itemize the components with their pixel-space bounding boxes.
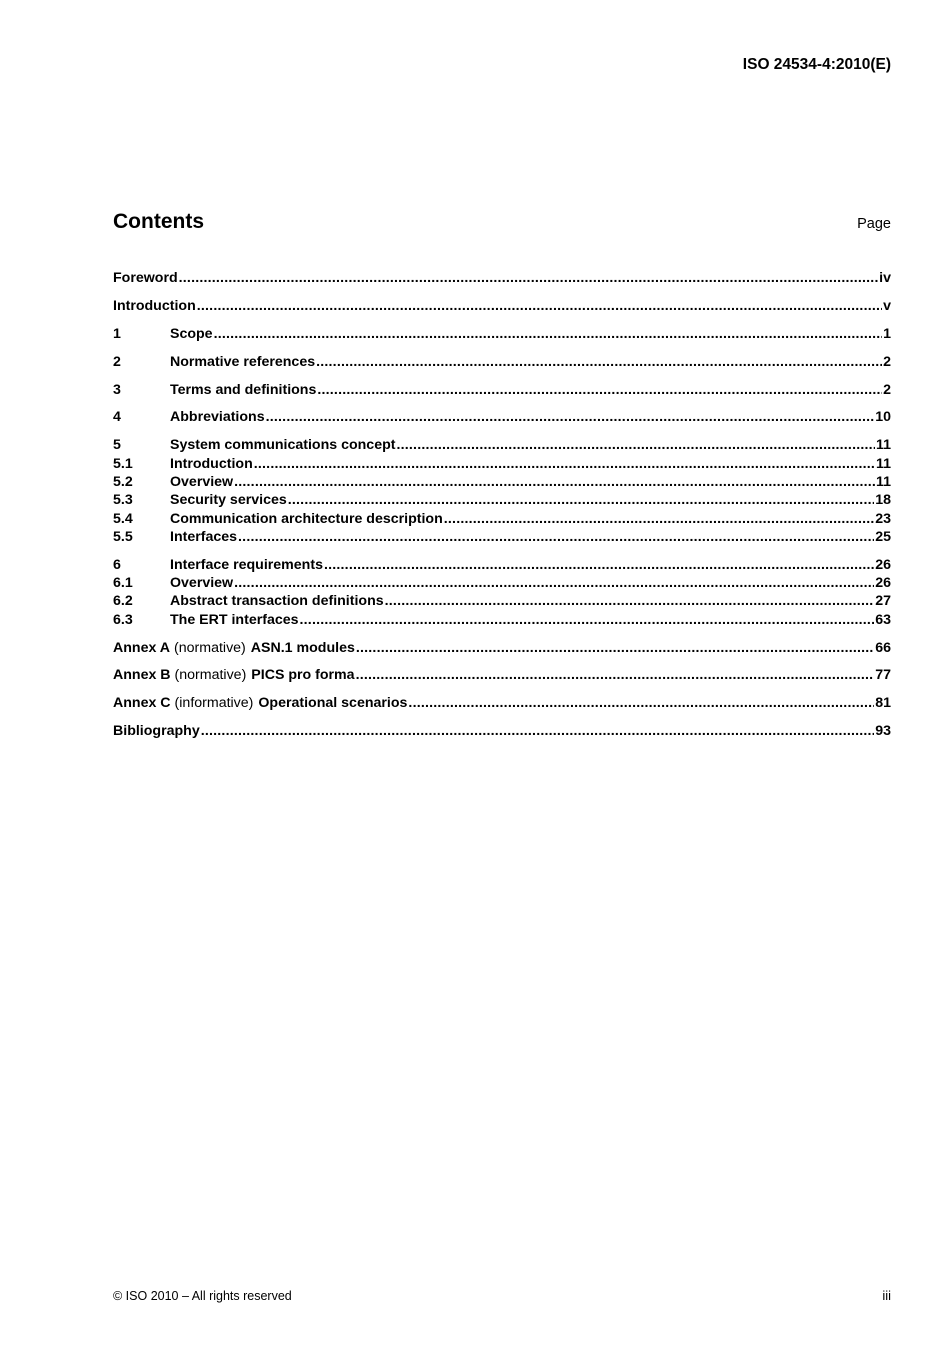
toc-page: 11 <box>876 455 891 472</box>
annex-title: PICS pro forma <box>251 667 355 684</box>
toc-leader <box>254 455 875 473</box>
toc-title: Interfaces <box>170 528 238 545</box>
toc-title: Security services <box>170 492 287 509</box>
annex-title: Operational scenarios <box>258 695 408 712</box>
toc-title: Overview <box>170 473 234 490</box>
toc-leader <box>300 611 875 629</box>
toc-leader <box>356 666 875 684</box>
toc-page: 1 <box>883 325 891 342</box>
table-of-contents <box>113 269 891 740</box>
toc-entry-introduction[interactable] <box>113 297 891 315</box>
toc-page: 77 <box>875 667 891 684</box>
toc-title <box>113 694 407 712</box>
toc-page: 11 <box>876 437 891 454</box>
contents-heading: Contents <box>113 210 204 233</box>
toc-number: 5 <box>113 437 121 454</box>
toc-entry-6-1[interactable] <box>113 574 891 592</box>
footer-copyright: © ISO 2010 – All rights reserved <box>113 1289 292 1303</box>
toc-leader <box>201 722 875 740</box>
toc-page: 25 <box>875 528 891 545</box>
annex-type: (normative) <box>174 667 247 684</box>
annex-title: ASN.1 modules <box>250 639 355 656</box>
toc-title: Overview <box>170 575 234 592</box>
toc-number: 1 <box>113 325 121 342</box>
toc-page: 11 <box>876 473 891 490</box>
toc-title: System communications concept <box>170 437 396 454</box>
toc-leader <box>408 694 874 712</box>
toc-entry-foreword[interactable] <box>113 269 891 287</box>
annex-label: Annex B <box>113 667 171 684</box>
toc-leader <box>316 353 882 371</box>
toc-entry-4[interactable] <box>113 408 891 426</box>
toc-title: Communication architecture description <box>170 510 443 527</box>
toc-entry-bibliography[interactable] <box>113 722 891 740</box>
toc-leader <box>317 381 882 399</box>
toc-number: 6.3 <box>113 611 133 628</box>
toc-entry-5-3[interactable] <box>113 491 891 509</box>
toc-leader <box>288 491 874 509</box>
toc-title: Introduction <box>170 455 253 472</box>
toc-entry-6-2[interactable] <box>113 592 891 610</box>
toc-page: 66 <box>875 639 891 656</box>
toc-number: 5.1 <box>113 455 133 472</box>
toc-number: 6.2 <box>113 593 133 610</box>
toc-leader <box>234 473 875 491</box>
toc-leader <box>385 592 875 610</box>
toc-title: The ERT interfaces <box>170 611 299 628</box>
toc-leader <box>234 574 874 592</box>
toc-leader <box>179 269 879 287</box>
annex-type: (informative) <box>174 695 254 712</box>
toc-leader <box>214 325 883 343</box>
toc-leader <box>356 639 874 657</box>
toc-page: 63 <box>875 611 891 628</box>
toc-page: 93 <box>875 723 891 740</box>
toc-title: Abstract transaction definitions <box>170 593 384 610</box>
toc-number: 5.2 <box>113 473 133 490</box>
annex-label: Annex C <box>113 695 171 712</box>
toc-title: Bibliography <box>113 723 200 740</box>
toc-number: 5.5 <box>113 528 133 545</box>
toc-page: 18 <box>875 492 891 509</box>
toc-title: Abbreviations <box>170 409 265 426</box>
toc-number: 6 <box>113 556 121 573</box>
toc-number: 2 <box>113 353 121 370</box>
toc-leader <box>396 436 875 454</box>
toc-title: Terms and definitions <box>170 381 317 398</box>
footer-page-number: iii <box>882 1288 891 1303</box>
toc-entry-5-2[interactable] <box>113 473 891 491</box>
toc-page: v <box>883 297 891 314</box>
toc-title <box>113 639 355 657</box>
document-id: ISO 24534-4:2010(E) <box>742 56 891 73</box>
toc-page: 81 <box>875 695 891 712</box>
toc-page: 2 <box>883 353 891 370</box>
toc-number: 5.4 <box>113 510 133 527</box>
toc-entry-annex-a[interactable] <box>113 639 891 657</box>
toc-entry-6[interactable] <box>113 556 891 574</box>
toc-page: iv <box>879 270 891 286</box>
toc-page: 27 <box>875 593 891 610</box>
toc-number: 4 <box>113 409 121 426</box>
toc-title: Introduction <box>113 297 196 314</box>
toc-number: 5.3 <box>113 492 133 509</box>
toc-title <box>113 666 355 684</box>
toc-entry-5[interactable] <box>113 436 891 454</box>
toc-leader <box>324 556 874 574</box>
toc-page: 10 <box>875 409 891 426</box>
toc-leader <box>197 297 882 315</box>
toc-entry-5-5[interactable] <box>113 528 891 546</box>
toc-entry-1[interactable] <box>113 325 891 343</box>
toc-title: Foreword <box>113 270 178 286</box>
toc-page: 26 <box>875 556 891 573</box>
toc-leader <box>266 408 875 426</box>
toc-page: 23 <box>875 510 891 527</box>
toc-entry-6-3[interactable] <box>113 611 891 629</box>
toc-number: 3 <box>113 381 121 398</box>
toc-entry-2[interactable] <box>113 353 891 371</box>
toc-page: 2 <box>883 381 891 398</box>
toc-entry-5-1[interactable] <box>113 455 891 473</box>
toc-title: Interface requirements <box>170 556 323 573</box>
toc-leader <box>444 510 874 528</box>
toc-page: 26 <box>875 575 891 592</box>
toc-entry-annex-c[interactable] <box>113 694 891 712</box>
page-column-heading: Page <box>857 216 891 232</box>
toc-number: 6.1 <box>113 575 133 592</box>
toc-title: Normative references <box>170 353 316 370</box>
toc-entry-5-4[interactable] <box>113 510 891 528</box>
annex-type: (normative) <box>174 639 246 656</box>
toc-entry-3[interactable] <box>113 381 891 399</box>
toc-entry-annex-b[interactable] <box>113 666 891 684</box>
toc-title: Scope <box>170 325 213 342</box>
annex-label: Annex A <box>113 639 171 656</box>
toc-leader <box>238 528 874 546</box>
